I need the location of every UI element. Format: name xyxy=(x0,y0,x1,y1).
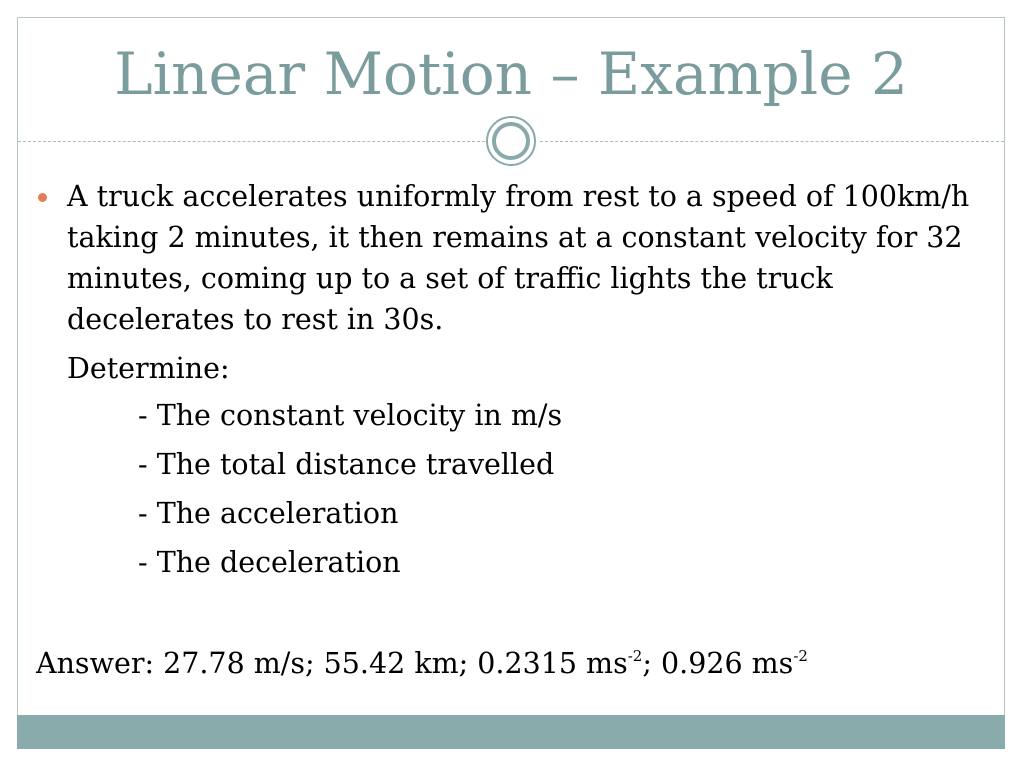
title-divider-left xyxy=(18,141,485,142)
determine-label: Determine: xyxy=(67,352,230,385)
question-item: - The total distance travelled xyxy=(138,448,555,481)
bullet-dot-icon xyxy=(38,193,47,202)
answer-middle: ; 0.926 ms xyxy=(642,647,794,680)
bullet-item xyxy=(38,176,993,340)
answer-exponent-2: -2 xyxy=(793,647,808,665)
answer-line xyxy=(36,642,808,686)
question-list xyxy=(38,391,993,587)
answer-exponent-1: -2 xyxy=(627,647,643,665)
slide-title: Linear Motion – Example 2 xyxy=(114,40,908,108)
question-item: - The acceleration xyxy=(138,497,399,530)
answer-prefix: Answer: 27.78 m/s; 55.42 km; 0.2315 ms xyxy=(36,647,628,680)
bullet-text: A truck accelerates uniformly from rest to a speed of 100km/h taking 2 minutes, it then remains at a constant velocity for 32 minutes, coming up to a set of traffic lights the truck decelerates to rest in 30s. xyxy=(67,180,970,336)
question-item: - The constant velocity in m/s xyxy=(138,399,563,432)
slide-body xyxy=(38,176,993,587)
footer-bar xyxy=(17,715,1005,749)
question-item: - The deceleration xyxy=(138,546,401,579)
circle-ornament-icon xyxy=(486,116,536,166)
title-divider-right xyxy=(540,141,1004,142)
circle-ornament-inner xyxy=(492,122,530,160)
